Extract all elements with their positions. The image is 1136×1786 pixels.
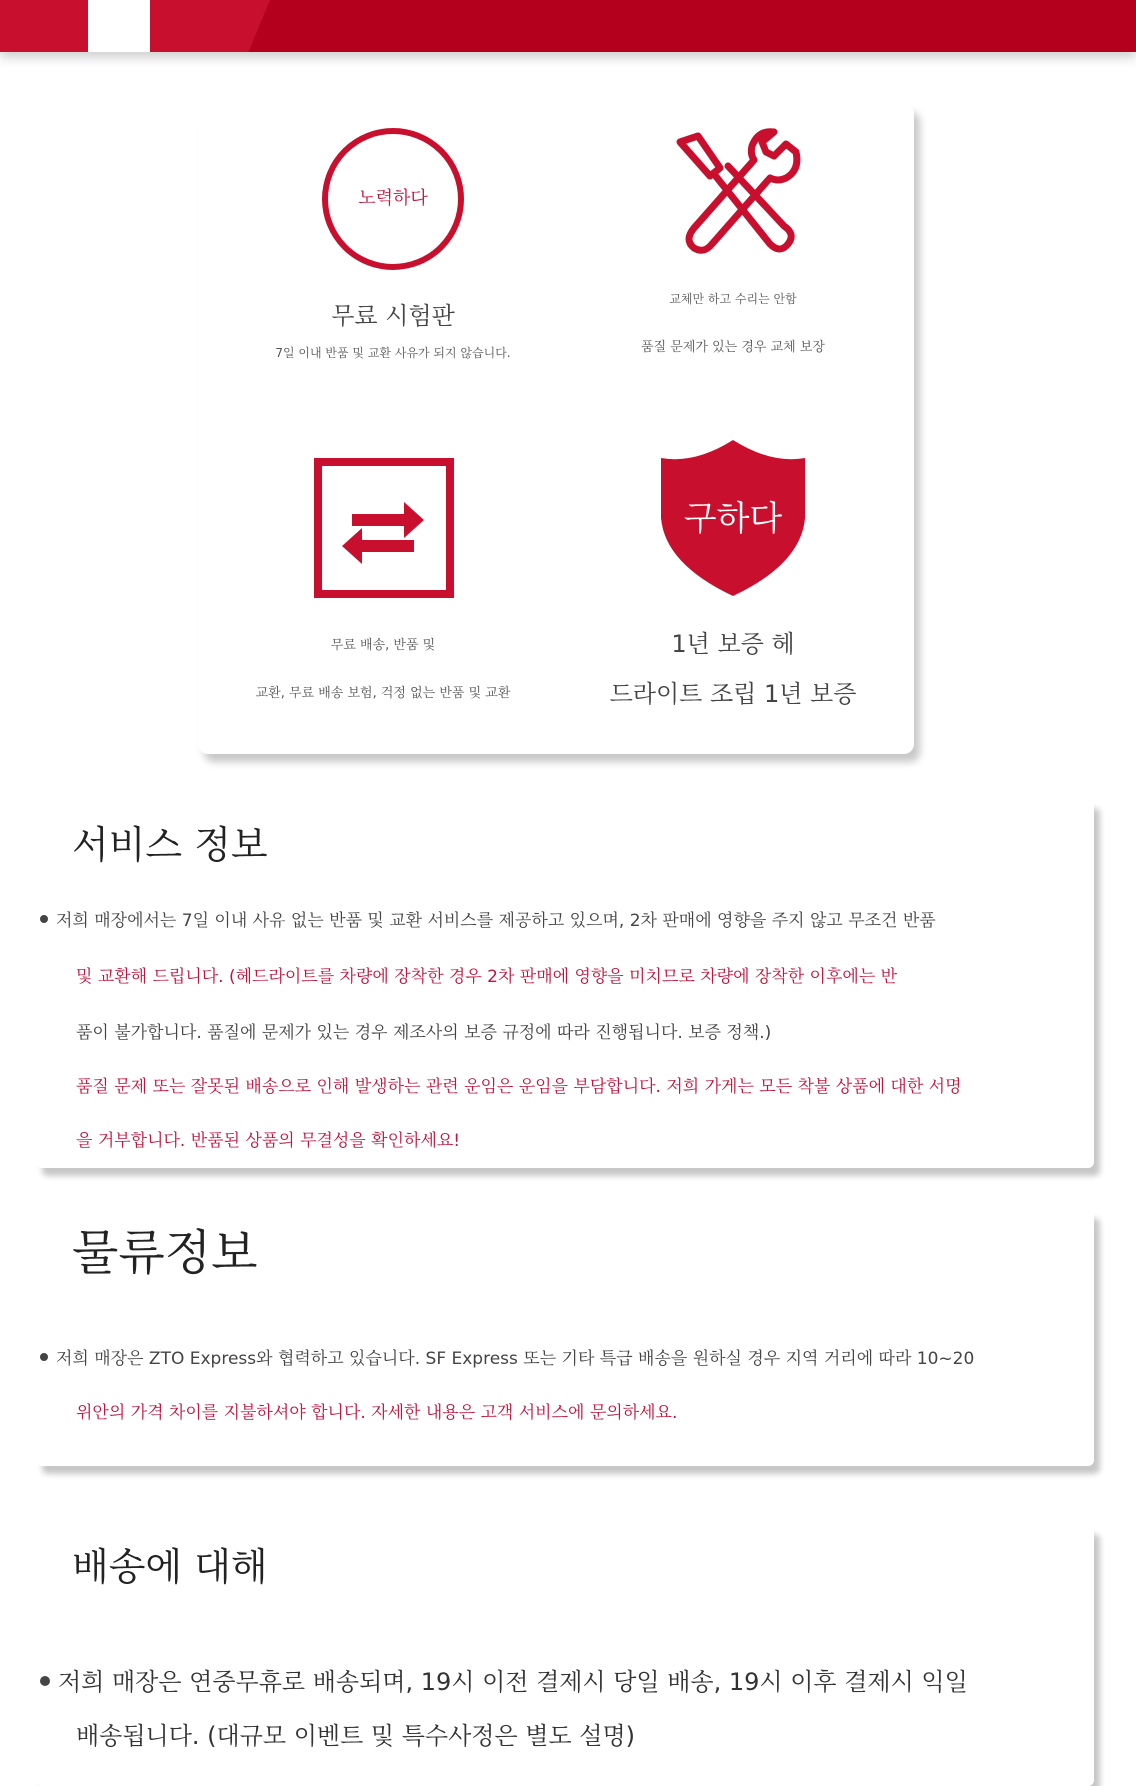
feature-title: 1년 보증 헤 xyxy=(671,630,795,658)
service-line-2: 및 교환해 드립니다. (헤드라이트를 차량에 장착한 경우 2차 판매에 영향을 미치므로 차량에 장착한 이후에는 반 xyxy=(76,967,898,987)
service-line-4: 품질 문제 또는 잘못된 배송으로 인해 발생하는 관련 운임은 운임을 부담합니다. 저희 가게는 모든 착불 상품에 대한 서명 xyxy=(76,1077,962,1097)
feature-free-shipping xyxy=(223,454,543,701)
bullet-icon xyxy=(40,915,48,923)
feature-desc: 품질 문제가 있는 경우 교체 보장 xyxy=(641,340,825,355)
feature-replace-only xyxy=(598,122,868,355)
banner-white-block xyxy=(88,0,150,52)
feature-desc: 7일 이내 반품 및 교환 사유가 되지 않습니다. xyxy=(275,346,511,360)
feature-desc: 드라이트 조립 1년 보증 xyxy=(609,680,857,708)
shield-text: 구하다 xyxy=(683,499,783,539)
section-heading: 배송에 대해 xyxy=(72,1545,268,1589)
service-info-section xyxy=(36,800,1094,1168)
badge-circle-icon xyxy=(318,124,468,274)
feature-title: 무료 배송, 반품 및 xyxy=(330,638,436,653)
shipping-line-2: 배송됩니다. (대규모 이벤트 및 특수사정은 별도 설명) xyxy=(76,1722,635,1750)
feature-free-trial xyxy=(258,124,528,360)
feature-title: 무료 시험판 xyxy=(331,302,455,330)
service-line-5: 을 거부합니다. 반품된 상품의 무결성을 확인하세요! xyxy=(76,1131,461,1151)
shipping-section xyxy=(36,1526,1094,1786)
logistics-line-2: 위안의 가격 차이를 지불하셔야 합니다. 자세한 내용은 고객 서비스에 문의하세요. xyxy=(76,1403,678,1423)
section-heading: 물류정보 xyxy=(72,1225,258,1281)
top-banner xyxy=(0,0,1136,52)
bullet-icon xyxy=(40,1353,48,1361)
shield-icon xyxy=(653,434,813,604)
feature-desc: 교환, 무료 배송 보험, 걱정 없는 반품 및 교환 xyxy=(255,686,511,701)
logistics-info-section xyxy=(36,1210,1094,1466)
feature-title: 교체만 하고 수리는 안함 xyxy=(669,292,797,306)
exchange-arrows-icon xyxy=(308,454,458,604)
service-line-3: 품이 불가합니다. 품질에 문제가 있는 경우 제조사의 보증 규정에 따라 진행됩니다. 보증 정책.) xyxy=(76,1023,772,1043)
features-card xyxy=(198,104,914,754)
logistics-line-1: 저희 매장은 ZTO Express와 협력하고 있습니다. SF Express 또는 기타 특급 배송을 원하실 경우 지역 거리에 따라 10~20 xyxy=(40,1344,974,1369)
bullet-icon xyxy=(40,1676,50,1686)
wrench-screwdriver-icon xyxy=(658,122,808,272)
service-line-1: 저희 매장에서는 7일 이내 사유 없는 반품 및 교환 서비스를 제공하고 있으며, 2차 판매에 영향을 주지 않고 무조건 반품 xyxy=(40,906,936,931)
section-heading: 서비스 정보 xyxy=(72,823,268,867)
shipping-line-1: 저희 매장은 연중무휴로 배송되며, 19시 이전 결제시 당일 배송, 19시 이후 결제시 익일 xyxy=(40,1662,968,1697)
feature-warranty xyxy=(578,434,888,708)
badge-text: 노력하다 xyxy=(358,188,428,209)
